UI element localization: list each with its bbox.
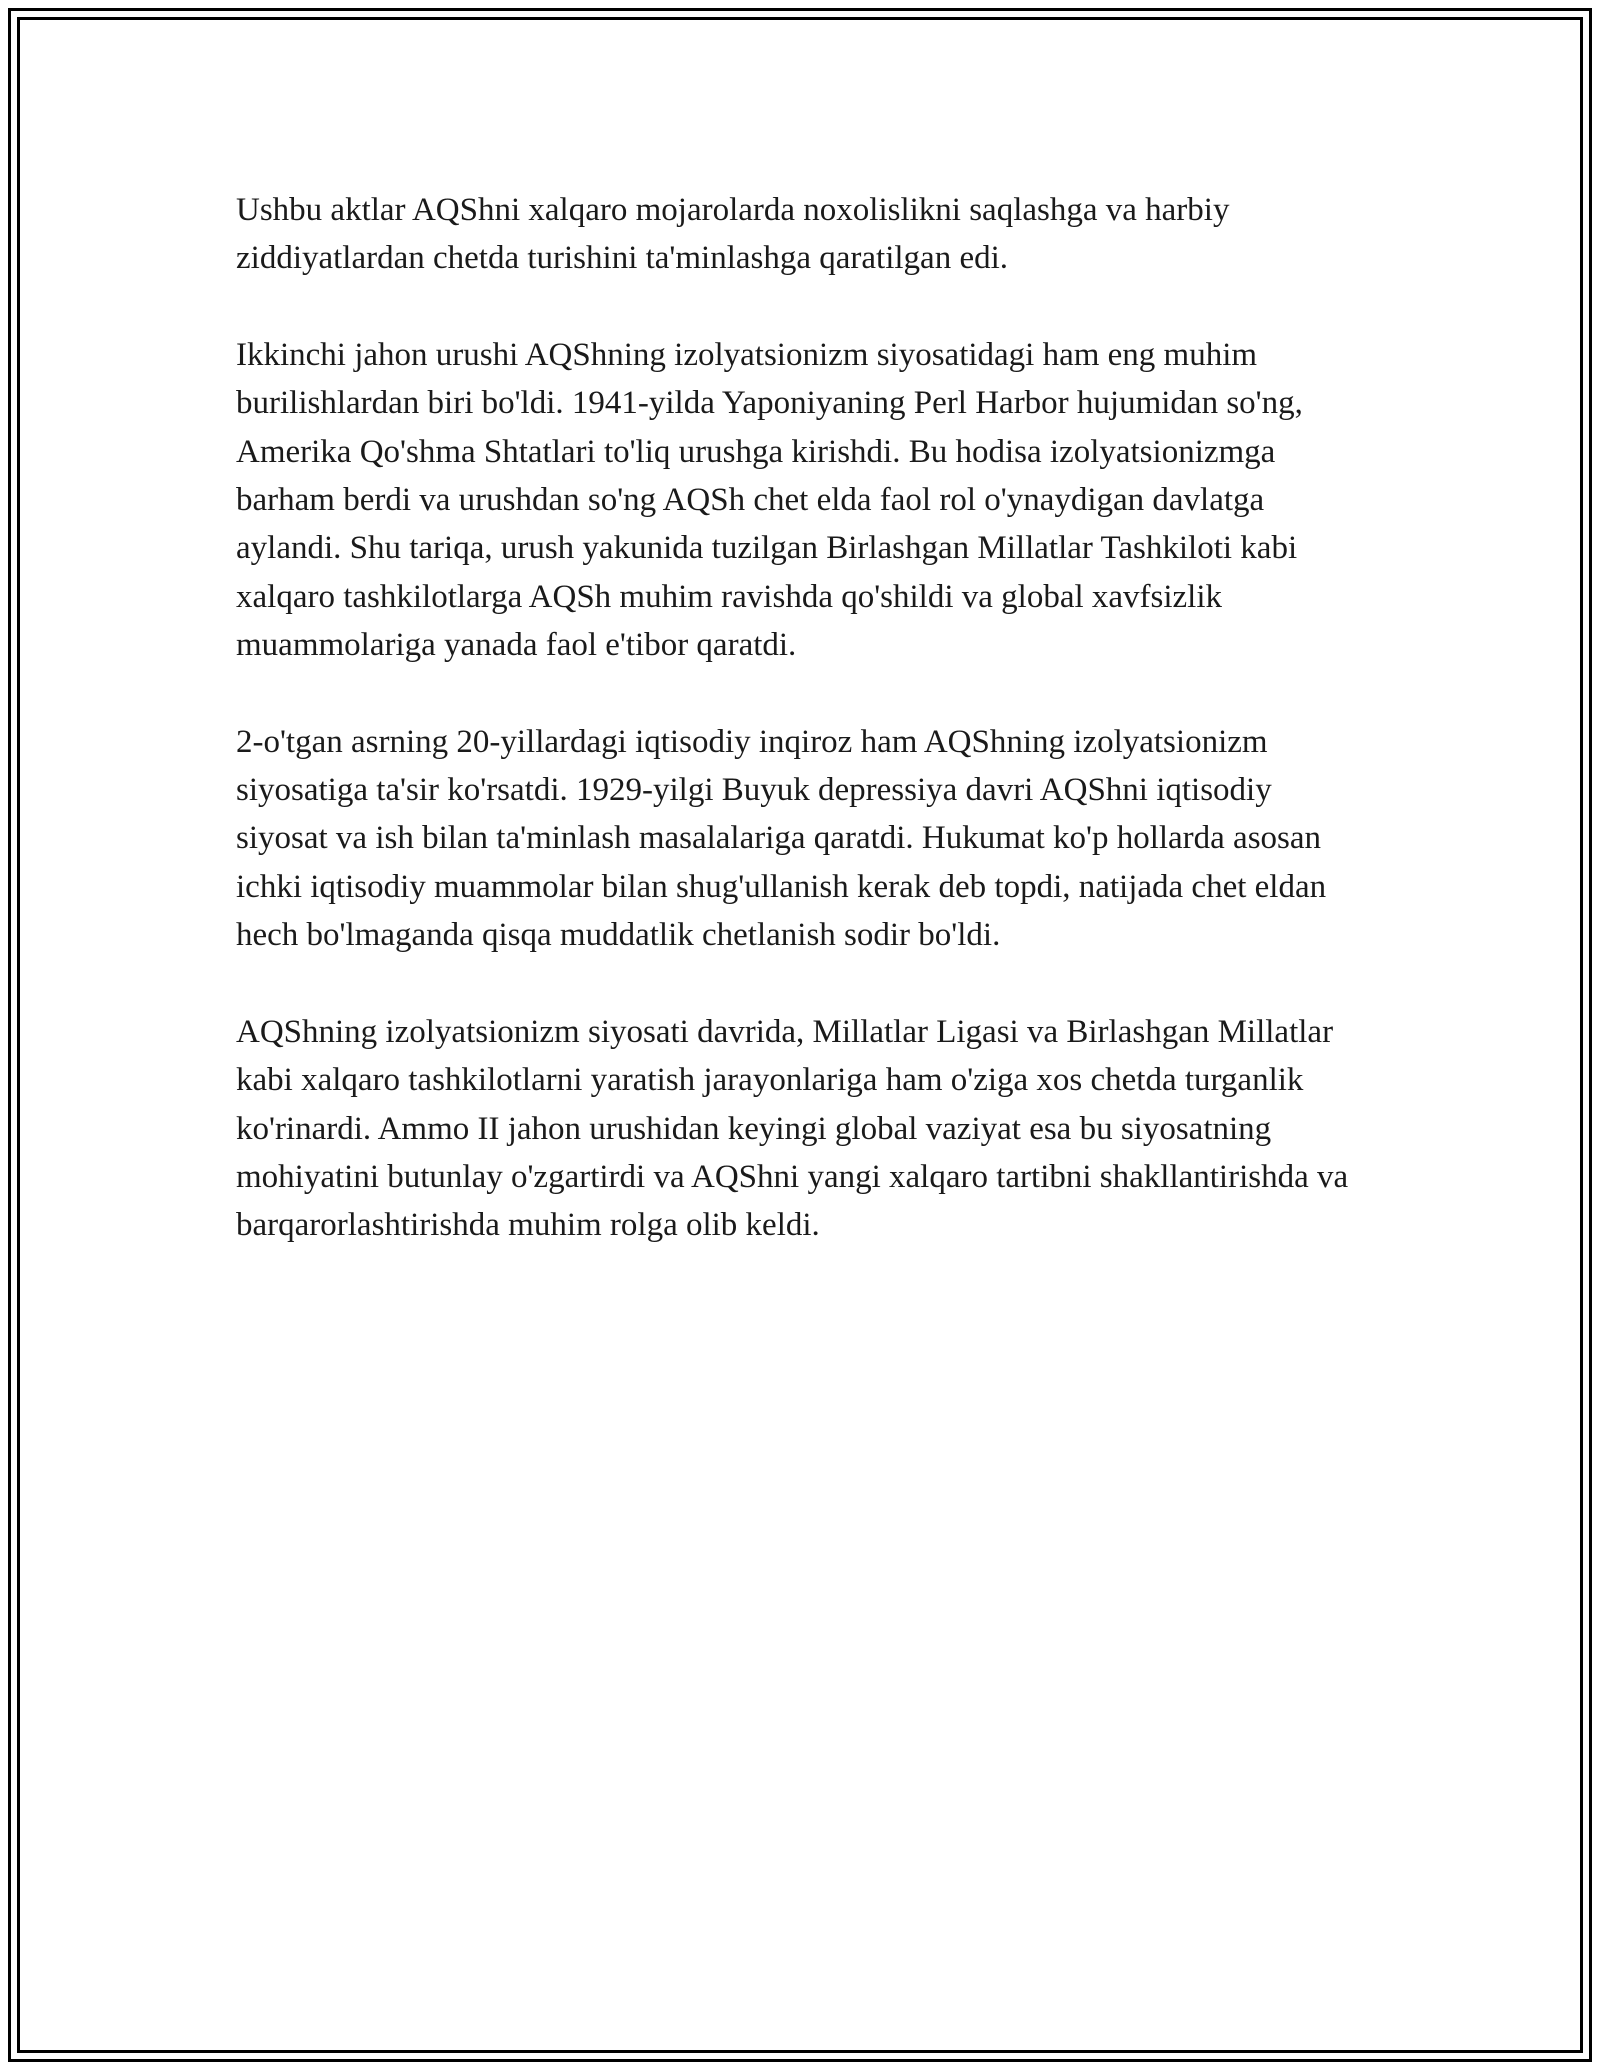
paragraph-3: 2-o'tgan asrning 20-yillardagi iqtisodiy inqiroz ham AQShning izolyatsionizm siyosatiga ta'sir ko'rsatdi. 1929-yilgi Buyuk depressiya davri AQShni iqtisodiy siyosat va ish bilan ta'minlash masalalariga qaratdi. Hukumat ko'p hollarda asosan ichki iqtisodiy muammolar bilan shug'ullanish kerak deb topdi, natijada chet eldan hech bo'lmaganda qisqa muddatlik chetlanish sodir bo'ldi. <box>236 723 1327 954</box>
paragraph-4: AQShning izolyatsionizm siyosati davrida, Millatlar Ligasi va Birlashgan Millatlar kabi xalqaro tashkilotlarni yaratish jarayonlariga ham o'ziga xos chetda turganlik ko'rinardi. Ammo II jahon urushidan keyingi global vaziyat esa bu siyosatning mohiyatini butunlay o'zgartirdi va AQShni yangi xalqaro tartibni shakllantirishda va barqarorlashtirishda muhim rolga olib keldi. <box>236 1013 1349 1244</box>
document-body <box>236 186 1366 1298</box>
paragraph-1: Ushbu aktlar AQShni xalqaro mojarolarda noxolislikni saqlashga va harbiy ziddiyatlardan chetda turishini ta'minlashga qaratilgan edi. <box>236 192 1230 277</box>
paragraph-2: Ikkinchi jahon urushi AQShning izolyatsionizm siyosatidagi ham eng muhim burilishlardan biri bo'ldi. 1941-yilda Yaponiyaning Perl Harbor hujumidan so'ng, Amerika Qo'shma Shtatlari to'liq urushga kirishdi. Bu hodisa izolyatsionizmga barham berdi va urushdan so'ng AQSh chet elda faol rol o'ynaydigan davlatga aylandi. Shu tariqa, urush yakunida tuzilgan Birlashgan Millatlar Tashkiloti kabi xalqaro tashkilotlarga AQSh muhim ravishda qo'shildi va global xavfsizlik muammolariga yanada faol e'tibor qaratdi. <box>236 336 1303 664</box>
